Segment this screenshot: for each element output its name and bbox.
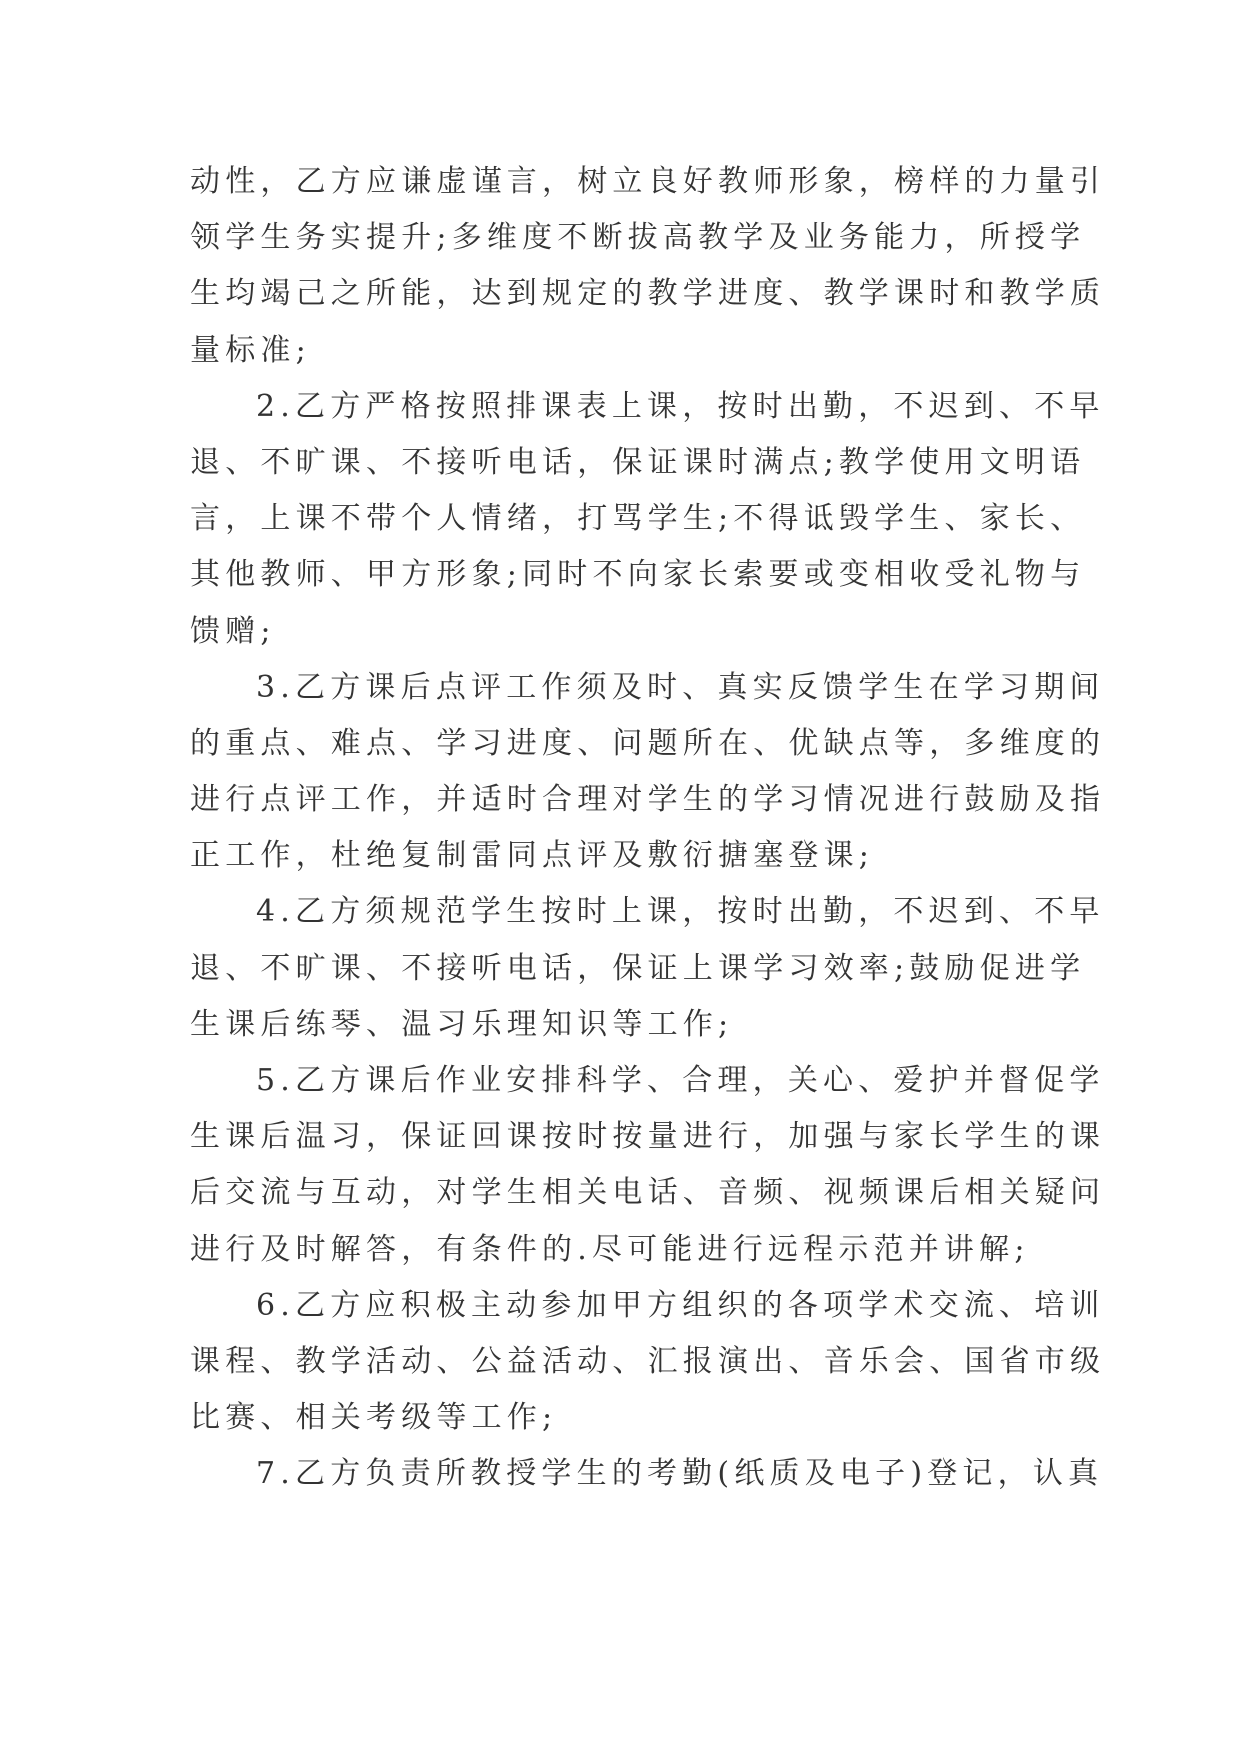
text-line: 退、不旷课、不接听电话，保证课时满点;教学使用文明语 bbox=[190, 444, 1086, 480]
text-line: 后交流与互动，对学生相关电话、音频、视频课后相关疑问 bbox=[190, 1175, 1106, 1211]
text-line: 正工作，杜绝复制雷同点评及敷衍搪塞登课; bbox=[190, 838, 875, 874]
text-line: 课程、教学活动、公益活动、汇报演出、音乐会、国省市级 bbox=[190, 1343, 1106, 1379]
text-line: 生课后练琴、温习乐理知识等工作; bbox=[190, 1006, 734, 1042]
document-body bbox=[190, 154, 1106, 1503]
text-line: 其他教师、甲方形象;同时不向家长索要或变相收受礼物与 bbox=[190, 557, 1086, 593]
clause-2-first-line: 2.乙方严格按照排课表上课，按时出勤，不迟到、不早 bbox=[256, 388, 1105, 424]
clause-7-first-line: 7.乙方负责所教授学生的考勤(纸质及电子)登记，认真 bbox=[256, 1456, 1104, 1492]
text-line: 生均竭己之所能，达到规定的教学进度、教学课时和教学质 bbox=[190, 276, 1106, 312]
text-line: 生课后温习，保证回课按时按量进行，加强与家长学生的课 bbox=[190, 1119, 1106, 1155]
clause-5-first-line: 5.乙方课后作业安排科学、合理，关心、爱护并督促学 bbox=[256, 1063, 1105, 1098]
text-line: 领学生务实提升;多维度不断拔高教学及业务能力，所授学 bbox=[190, 220, 1086, 256]
clause-6-first-line: 6.乙方应积极主动参加甲方组织的各项学术交流、培训 bbox=[256, 1287, 1105, 1323]
text-line: 比赛、相关考级等工作; bbox=[190, 1400, 558, 1436]
text-line: 量标准; bbox=[190, 332, 311, 368]
text-line: 言，上课不带个人情绪，打骂学生;不得诋毁学生、家长、 bbox=[190, 501, 1086, 537]
text-line: 进行及时解答，有条件的.尽可能进行远程示范并讲解; bbox=[190, 1231, 1030, 1267]
clause-3-first-line: 3.乙方课后点评工作须及时、真实反馈学生在学习期间 bbox=[256, 669, 1105, 705]
text-line: 动性，乙方应谦虚谨言，树立良好教师形象，榜样的力量引 bbox=[190, 164, 1106, 199]
clause-4-first-line: 4.乙方须规范学生按时上课，按时出勤，不迟到、不早 bbox=[256, 894, 1105, 930]
text-line: 的重点、难点、学习进度、问题所在、优缺点等，多维度的 bbox=[190, 725, 1106, 761]
text-line: 馈赠; bbox=[190, 613, 276, 649]
text-line: 退、不旷课、不接听电话，保证上课学习效率;鼓励促进学 bbox=[190, 950, 1086, 986]
text-line: 进行点评工作，并适时合理对学生的学习情况进行鼓励及指 bbox=[190, 782, 1106, 818]
